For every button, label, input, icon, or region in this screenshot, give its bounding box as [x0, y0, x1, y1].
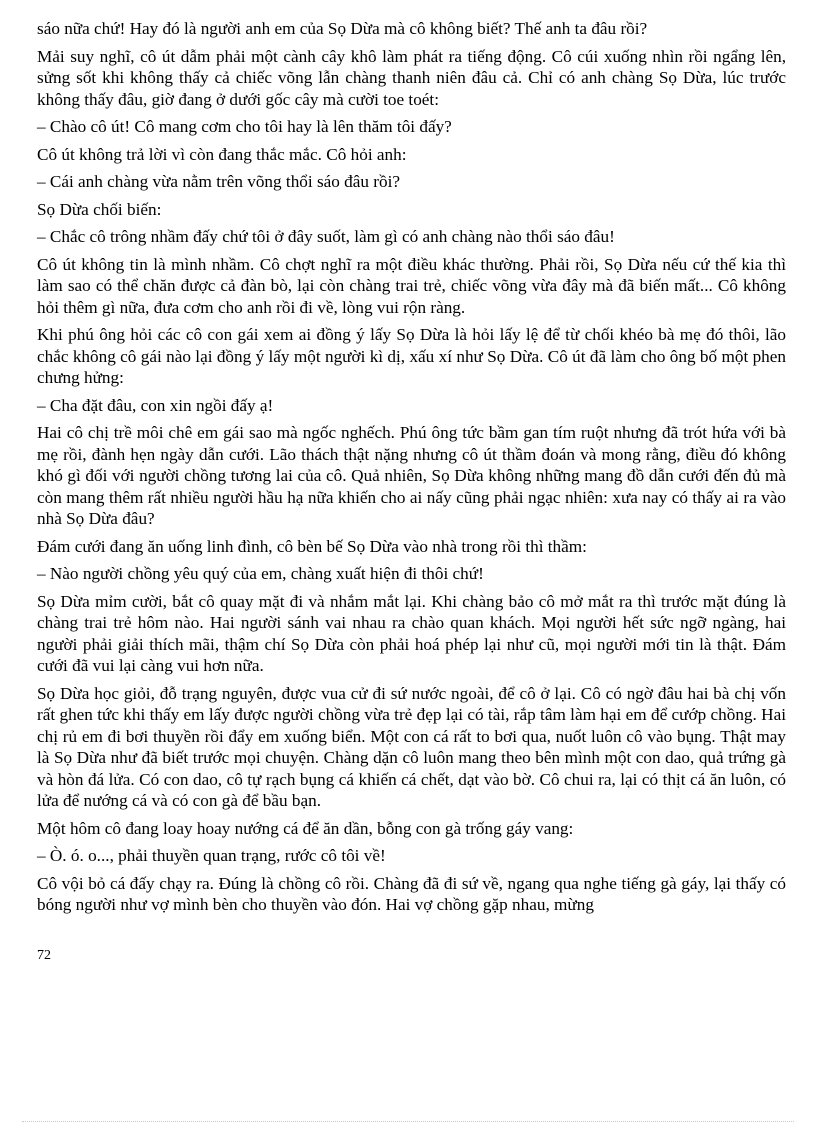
dialogue-line: – Cái anh chàng vừa nằm trên võng thổi sáo đâu rồi?: [37, 172, 400, 191]
paragraph: Một hôm cô đang loay hoay nướng cá để ăn dần, bỗng con gà trống gáy vang:: [37, 818, 574, 838]
dialogue-line: – Chào cô út! Cô mang cơm cho tôi hay là lên thăm tôi đấy?: [37, 117, 452, 136]
page-number: 72: [37, 948, 51, 963]
paragraph: Cô út không trả lời vì còn đang thắc mắc. Cô hỏi anh:: [37, 144, 407, 164]
dialogue-line: – Ò. ó. o..., phải thuyền quan trạng, rước cô tôi về!: [37, 846, 386, 865]
paragraph: Mải suy nghĩ, cô út dẫm phải một cành cây khô làm phát ra tiếng động. Cô cúi xuống nhìn rồi ngẩng lên, sửng sốt khi không thấy cả chiếc võng lẫn chàng thanh niên đâu cả. Chỉ có anh chàng Sọ Dừa, lúc trước không thấy đâu, giờ đang ở dưới gốc cây mà cười toe toét:: [37, 46, 786, 109]
paragraph: Đám cưới đang ăn uống linh đình, cô bèn bế Sọ Dừa vào nhà trong rồi thì thầm:: [37, 536, 587, 556]
paragraph: Khi phú ông hỏi các cô con gái xem ai đồng ý lấy Sọ Dừa là hỏi lấy lệ để từ chối khéo bà mẹ đó thôi, lão chắc không cô gái nào lại đồng ý lấy một người kì dị, xấu xí như Sọ Dừa. Cô út đã làm cho ông bố một phen chưng hửng:: [37, 325, 786, 387]
paragraph: Sọ Dừa mỉm cười, bắt cô quay mặt đi và nhắm mắt lại. Khi chàng bảo cô mở mắt ra thì trước mặt đúng là chàng trai trẻ hôm nào. Hai người sánh vai nhau ra chào quan khách. Mọi người hết sức ngỡ ngàng, hai người phải giải thích mãi, thậm chí Sọ Dừa còn phải hoá phép lại như cũ, mọi người mới tin là thật. Đám cưới đã vui lại càng vui hơn nữa.: [37, 591, 786, 675]
dialogue-line: – Chắc cô trông nhầm đấy chứ tôi ở đây suốt, làm gì có anh chàng nào thổi sáo đâu!: [37, 227, 615, 246]
paragraph: sáo nữa chứ! Hay đó là người anh em của Sọ Dừa mà cô không biết? Thế anh ta đâu rồi?: [37, 19, 648, 38]
paragraph: Cô vội bỏ cá đấy chạy ra. Đúng là chồng cô rồi. Chàng đã đi sứ về, ngang qua nghe tiếng gà gáy, lại thấy có bóng người như vợ mình bèn cho thuyền vào đón. Hai vợ chồng gặp nhau, mừng: [37, 873, 786, 914]
dialogue-line: – Nào người chồng yêu quý của em, chàng xuất hiện đi thôi chứ!: [37, 564, 484, 583]
paragraph: Sọ Dừa chối biến:: [37, 199, 162, 219]
dialogue-line: – Cha đặt đâu, con xin ngồi đấy ạ!: [37, 395, 274, 415]
page-body: [37, 18, 786, 922]
paragraph: Cô út không tin là mình nhầm. Cô chợt nghĩ ra một điều khác thường. Phải rồi, Sọ Dừa nếu cứ thế kia thì làm sao có thể chăn được cả đàn bò, lại còn chàng trai trẻ, chiếc võng vừa đây mà đã biến mất... Cô không hỏi thêm gì nữa, đưa cơm cho anh rồi đi về, lòng vui rộn ràng.: [37, 254, 786, 317]
paragraph: Hai cô chị trề môi chê em gái sao mà ngốc nghếch. Phú ông tức bầm gan tím ruột nhưng đã trót hứa với bà mẹ rồi, đành hẹn ngày dẫn cưới. Lão thách thật nặng nhưng cô út thầm đoán và mong rằng, điều đó không khó gì đối với người chồng tương lai của cô. Quả nhiên, Sọ Dừa không những mang đồ dẫn cưới đến đủ mà còn mang thêm rất nhiều người hầu hạ nữa khiến cho ai nấy cũng phải ngạc nhiên: xưa nay có thấy ai ra vào nhà Sọ Dừa đâu?: [37, 423, 786, 528]
paragraph: Sọ Dừa học giỏi, đỗ trạng nguyên, được vua cử đi sứ nước ngoài, để cô ở lại. Cô có ngờ đâu hai bà chị vốn rất ghen tức khi thấy em lấy được người chồng vừa trẻ đẹp lại có tài, rắp tâm làm hại em để cướp chồng. Hai chị rủ em đi bơi thuyền rồi đẩy em xuống biển. Một con cá rất to bơi qua, nuốt luôn cô vào bụng. Thật may là Sọ Dừa như đã biết trước mọi chuyện. Chàng dặn cô luôn mang theo bên mình một con dao, quả trứng gà và hòn đá lửa. Có con dao, cô tự rạch bụng cá khiến cá chết, dạt vào bờ. Cô chui ra, lại có thịt cá ăn luôn, có lửa để nướng cá và có con gà để bầu bạn.: [37, 683, 786, 810]
footer-divider: [22, 1121, 794, 1122]
